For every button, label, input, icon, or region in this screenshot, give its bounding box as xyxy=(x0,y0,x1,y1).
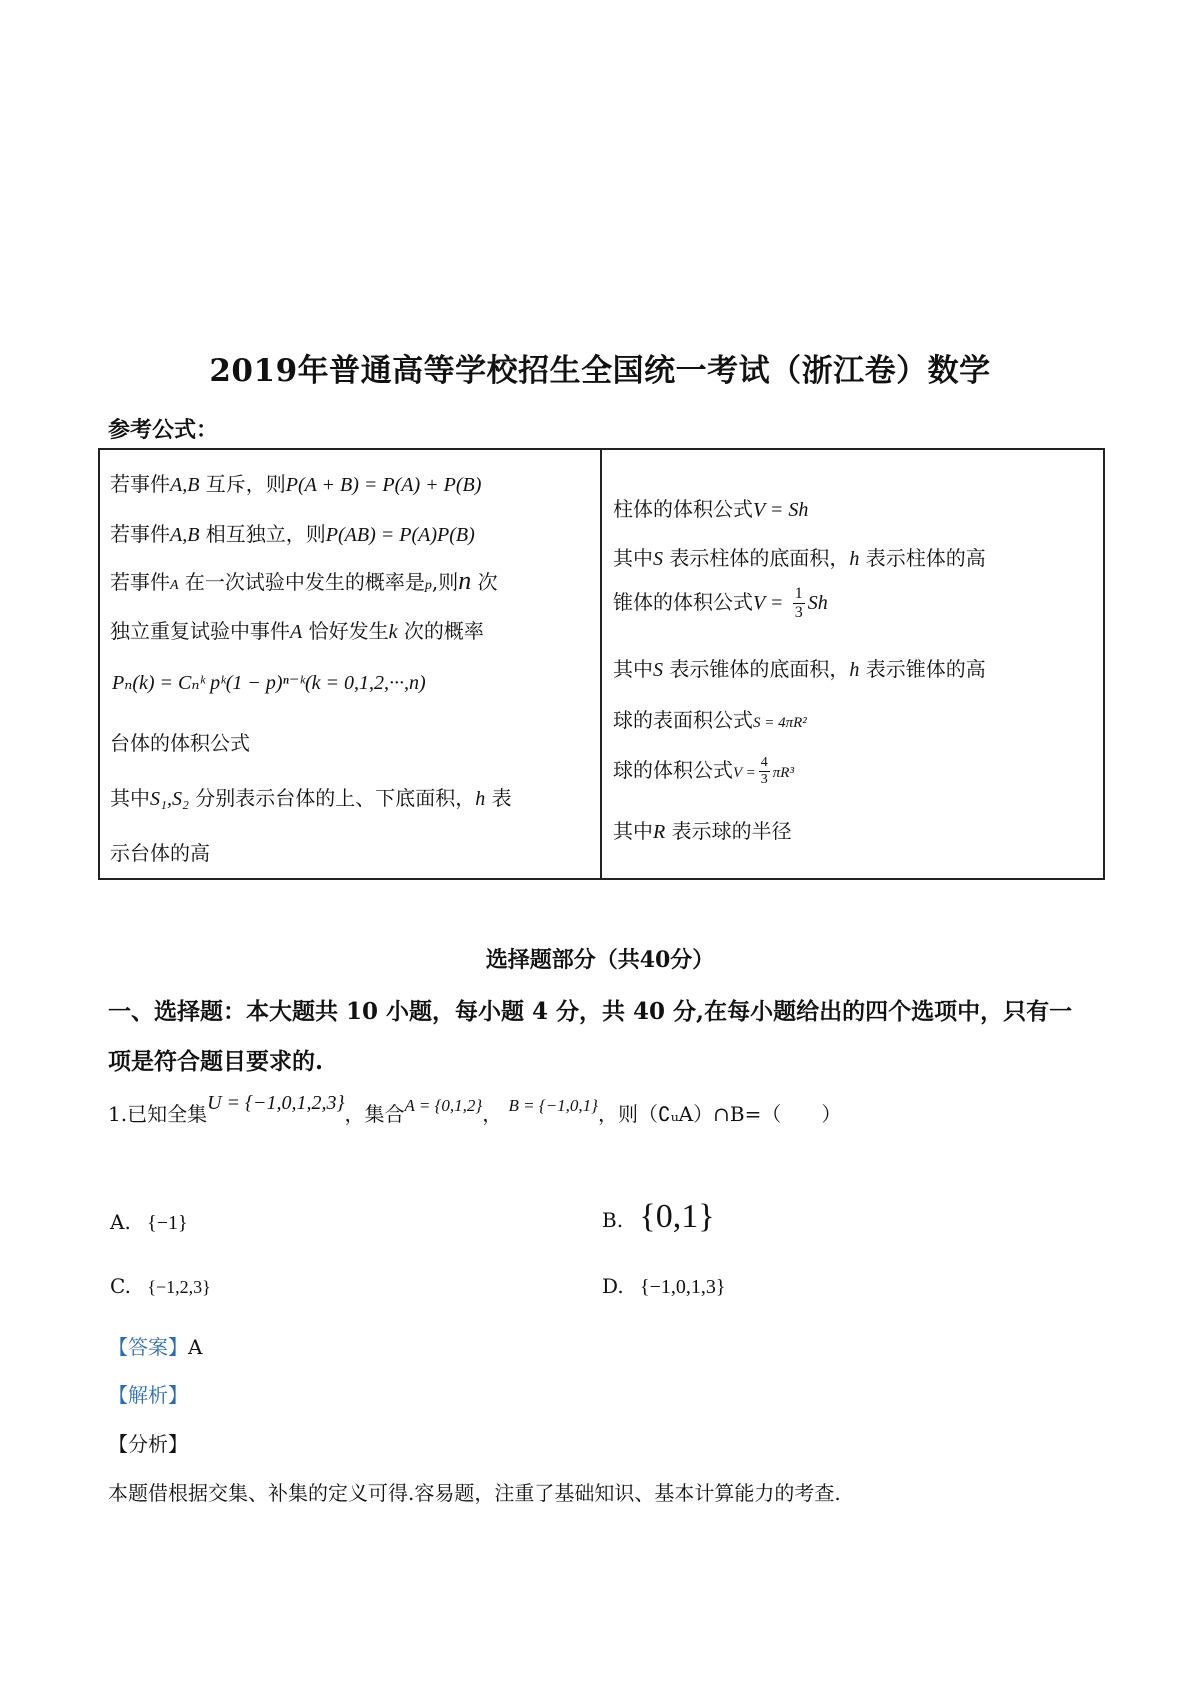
text: 次的概率 xyxy=(403,619,484,643)
formula-left-line-8 xyxy=(110,837,210,866)
fraction-numerator: 1 xyxy=(794,585,803,602)
option-c[interactable] xyxy=(110,1274,211,1298)
formula-right-line-4 xyxy=(613,653,986,682)
formula-left-line-6 xyxy=(110,727,250,756)
math-var: k xyxy=(388,621,398,643)
option-d-label: D. xyxy=(602,1274,624,1298)
set-u: U = {−1,0,1,2,3} xyxy=(207,1092,345,1114)
text: 独立重复试验中事件 xyxy=(110,619,290,643)
option-b[interactable] xyxy=(602,1198,715,1236)
text: 若事件 xyxy=(110,472,170,496)
text: 表示锥体的底面积， xyxy=(669,657,850,681)
text: 锥体的体积公式 xyxy=(613,590,753,614)
question-1-suffix: ，则（∁ᵤA）∩B=（ ） xyxy=(597,1102,842,1126)
formula-right-line-7 xyxy=(613,815,792,844)
text: 恰好发生 xyxy=(308,619,389,643)
text: 表示锥体的高 xyxy=(865,657,986,681)
answer-tag: 【答案】 xyxy=(108,1335,188,1359)
formula-left-line-1 xyxy=(110,468,481,497)
formula-right-line-2 xyxy=(613,542,986,571)
math-vars: S₁,S₂ xyxy=(150,788,189,810)
question-1-prefix: 1.已知全集 xyxy=(108,1102,208,1126)
text: 表示柱体的高 xyxy=(865,546,986,570)
text: 其中 xyxy=(613,819,653,843)
option-a-label: A. xyxy=(110,1210,131,1234)
question-1 xyxy=(108,1092,842,1127)
fraction-denominator: 3 xyxy=(760,772,768,787)
option-b-value: {0,1} xyxy=(639,1198,715,1235)
analysis-tag: 【解析】 xyxy=(108,1383,188,1407)
math-var: h xyxy=(475,788,486,810)
formula-right-line-5 xyxy=(613,704,807,733)
option-a-value: {−1} xyxy=(147,1212,188,1234)
formula-left-line-5 xyxy=(112,670,426,695)
text: ,则 xyxy=(431,570,459,594)
fraction-numerator: 4 xyxy=(760,755,768,770)
set-b: B = {−1,0,1} xyxy=(508,1096,598,1115)
text: 示台体的高 xyxy=(110,841,210,865)
fraction-denominator: 3 xyxy=(794,604,803,621)
answer-line xyxy=(108,1331,202,1360)
math-var: p xyxy=(424,578,432,593)
text: 若事件 xyxy=(110,570,170,594)
text: 表 xyxy=(491,786,512,810)
text: 其中 xyxy=(110,786,150,810)
option-d-value: {−1,0,1,3} xyxy=(640,1276,726,1298)
math-var: A xyxy=(170,578,179,593)
math-vars: A,B xyxy=(170,474,200,496)
fenxi-tag: 【分析】 xyxy=(108,1432,188,1456)
instructions-line-1: 一、选择题：本大题共 10 小题，每小题 4 分，共 40 分,在每小题给出的四个选项中，只有一 xyxy=(108,998,1073,1025)
math-var: h xyxy=(849,548,860,570)
formula-right-line-3 xyxy=(613,585,828,622)
math-var: h xyxy=(849,659,860,681)
set-a: A = {0,1,2} xyxy=(404,1096,483,1115)
formula-left-line-7 xyxy=(110,782,512,811)
option-b-label: B. xyxy=(602,1208,624,1232)
option-a[interactable] xyxy=(110,1210,188,1235)
text: 柱体的体积公式 xyxy=(613,497,753,521)
text: 若事件 xyxy=(110,522,170,546)
formula-left-line-2 xyxy=(110,518,475,547)
text: ，集合 xyxy=(344,1102,405,1126)
formula-table-divider xyxy=(600,448,602,880)
text: 在一次试验中发生的概率是 xyxy=(184,570,425,594)
math-lhs: V = xyxy=(733,765,756,781)
math-formula: P(AB) = P(A)P(B) xyxy=(325,524,475,546)
text: 表示球的半径 xyxy=(671,819,792,843)
math-var: A xyxy=(290,621,303,643)
binomial-formula: Pₙ(k) = Cₙᵏ pᵏ(1 − p)ⁿ⁻ᵏ(k = 0,1,2,···,n) xyxy=(112,672,426,694)
math-var: S xyxy=(653,548,663,570)
text: 其中 xyxy=(613,657,653,681)
math-formula: P(A + B) = P(A) + P(B) xyxy=(285,474,482,496)
text: 次 xyxy=(477,570,498,594)
math-var: n xyxy=(458,566,472,595)
answer-value: A xyxy=(188,1335,203,1359)
fenxi-text: 本题借根据交集、补集的定义可得.容易题，注重了基础知识、基本计算能力的考查. xyxy=(108,1481,841,1505)
math-rhs: Sh xyxy=(807,592,828,614)
text: 球的体积公式 xyxy=(613,758,733,782)
fraction-one-third xyxy=(793,585,805,622)
text: 互斥，则 xyxy=(205,472,286,496)
math-formula: V = Sh xyxy=(753,499,809,521)
formula-right-line-1 xyxy=(613,493,808,522)
option-c-label: C. xyxy=(110,1274,131,1298)
math-var: S xyxy=(653,659,663,681)
math-vars: A,B xyxy=(170,524,200,546)
text: 台体的体积公式 xyxy=(110,731,250,755)
option-d[interactable] xyxy=(602,1274,726,1299)
math-formula: S = 4πR² xyxy=(753,715,807,731)
formula-right-line-6 xyxy=(613,754,794,788)
page-title: 2019年普通高等学校招生全国统一考试（浙江卷）数学 xyxy=(209,353,991,389)
formula-left-line-3 xyxy=(110,566,498,596)
text: 相互独立，则 xyxy=(205,522,326,546)
math-rhs: πR³ xyxy=(772,765,794,781)
text: 表示柱体的底面积， xyxy=(669,546,850,570)
option-c-value: {−1,2,3} xyxy=(147,1277,211,1297)
instructions-line-2: 项是符合题目要求的. xyxy=(108,1048,324,1075)
math-var: R xyxy=(653,821,666,843)
text: ， xyxy=(482,1102,503,1126)
text: 球的表面积公式 xyxy=(613,708,753,732)
formulas-heading: 参考公式： xyxy=(108,417,219,443)
section-title: 选择题部分（共40分） xyxy=(485,947,715,973)
math-lhs: V = xyxy=(753,592,784,614)
formula-left-line-4 xyxy=(110,615,484,644)
text: 其中 xyxy=(613,546,653,570)
fraction-four-thirds xyxy=(759,755,770,788)
text: 分别表示台体的上、下底面积， xyxy=(195,786,476,810)
